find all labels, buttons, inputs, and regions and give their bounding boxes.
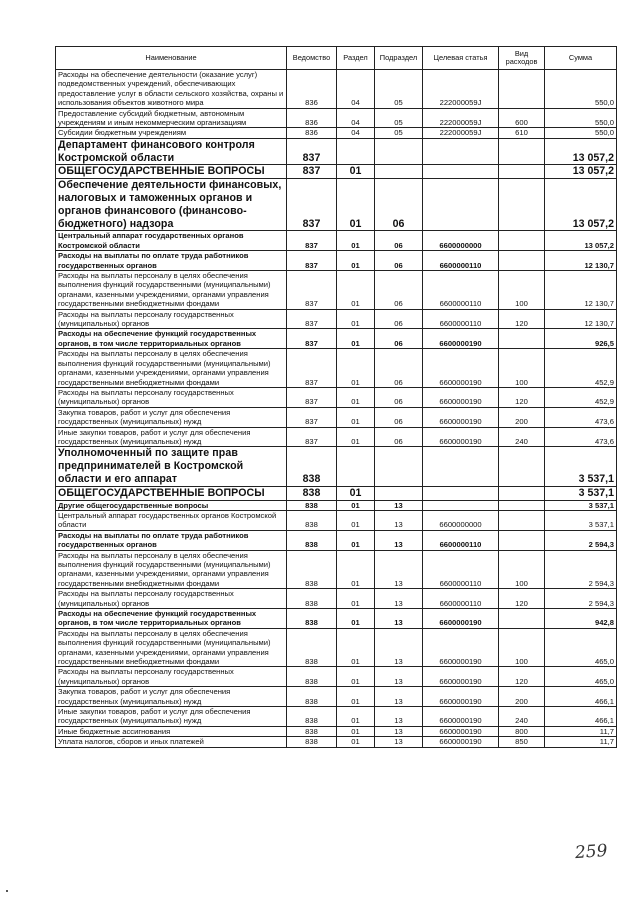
- cell-expense-type: 100: [499, 550, 545, 589]
- cell-name: Центральный аппарат государственных органов Костромской области: [56, 231, 287, 251]
- cell-razdel: 01: [337, 609, 375, 629]
- budget-table: [55, 46, 617, 748]
- cell-expense-type: [499, 329, 545, 349]
- table-row: [56, 407, 617, 427]
- cell-podrazdel: 13: [375, 550, 423, 589]
- cell-podrazdel: 13: [375, 726, 423, 736]
- cell-podrazdel: 06: [375, 349, 423, 388]
- cell-name: Расходы на обеспечение функций государственных органов, в том числе территориальных органов: [56, 329, 287, 349]
- cell-ved: 837: [287, 349, 337, 388]
- cell-target-article: 6600000110: [423, 309, 499, 329]
- table-row: [56, 108, 617, 128]
- cell-ved: 836: [287, 108, 337, 128]
- cell-ved: 837: [287, 407, 337, 427]
- cell-expense-type: 120: [499, 387, 545, 407]
- cell-name: Расходы на выплаты персоналу в целях обеспечения выполнения функций государственными (муниципальными) органами, казенными учреждениями, органами управления государственными внебюджетными фондами: [56, 271, 287, 310]
- cell-podrazdel: 13: [375, 500, 423, 510]
- cell-name: Центральный аппарат государственных органов Костромской области: [56, 510, 287, 530]
- table-row: [56, 687, 617, 707]
- table-header: [56, 47, 617, 70]
- table-row: [56, 349, 617, 388]
- cell-name: Предоставление субсидий бюджетным, автономным учреждениям и иным некоммерческим организациям: [56, 108, 287, 128]
- cell-name: Расходы на выплаты персоналу государственных (муниципальных) органов: [56, 387, 287, 407]
- cell-ved: 837: [287, 231, 337, 251]
- cell-name: Расходы на выплаты по оплате труда работников государственных органов: [56, 530, 287, 550]
- table-row: [56, 726, 617, 736]
- cell-sum: 13 057,2: [545, 165, 617, 179]
- cell-razdel: 01: [337, 309, 375, 329]
- cell-target-article: 6600000110: [423, 251, 499, 271]
- cell-ved: 837: [287, 138, 337, 165]
- cell-target-article: 6600000110: [423, 589, 499, 609]
- cell-name: Другие общегосударственные вопросы: [56, 500, 287, 510]
- cell-name: Департамент финансового контроля Костромской области: [56, 138, 287, 165]
- cell-name: Закупка товаров, работ и услуг для обеспечения государственных (муниципальных) нужд: [56, 687, 287, 707]
- cell-name: Расходы на выплаты персоналу в целях обеспечения выполнения функций государственными (муниципальными) органами, казенными учреждениями, органами управления государственными внебюджетными фондами: [56, 349, 287, 388]
- table-row: [56, 510, 617, 530]
- table-row: [56, 138, 617, 165]
- table-row: [56, 486, 617, 500]
- cell-podrazdel: 06: [375, 407, 423, 427]
- cell-expense-type: [499, 447, 545, 486]
- cell-ved: 837: [287, 329, 337, 349]
- cell-target-article: 6600000190: [423, 687, 499, 707]
- cell-target-article: 6600000000: [423, 231, 499, 251]
- cell-ved: 837: [287, 165, 337, 179]
- cell-name: Расходы на выплаты персоналу в целях обеспечения выполнения функций государственными (муниципальными) органами, казенными учреждениями, органами управления государственными внебюджетными фондами: [56, 628, 287, 667]
- cell-podrazdel: [375, 165, 423, 179]
- cell-podrazdel: 06: [375, 387, 423, 407]
- table-row: [56, 251, 617, 271]
- cell-name: Иные закупки товаров, работ и услуг для обеспечения государственных (муниципальных) нужд: [56, 707, 287, 727]
- cell-name: Расходы на обеспечение деятельности (оказание услуг) подведомственных учреждений, обеспечивающих предоставление услуг в области сельского хозяйства, охраны и использования объектов животного мира: [56, 70, 287, 109]
- cell-name: Обеспечение деятельности финансовых, налоговых и таможенных органов и органов финансового (финансово-бюджетного) надзора: [56, 179, 287, 231]
- table-row: [56, 628, 617, 667]
- cell-razdel: 01: [337, 349, 375, 388]
- cell-target-article: 6600000190: [423, 726, 499, 736]
- cell-sum: 942,8: [545, 609, 617, 629]
- table-row: [56, 589, 617, 609]
- table-row: [56, 231, 617, 251]
- cell-expense-type: [499, 70, 545, 109]
- cell-ved: 838: [287, 667, 337, 687]
- cell-sum: 12 130,7: [545, 251, 617, 271]
- cell-razdel: 01: [337, 500, 375, 510]
- table-row: [56, 447, 617, 486]
- cell-expense-type: [499, 530, 545, 550]
- cell-sum: 3 537,1: [545, 500, 617, 510]
- cell-razdel: 01: [337, 427, 375, 447]
- cell-target-article: 6600000190: [423, 628, 499, 667]
- cell-expense-type: 240: [499, 707, 545, 727]
- header-razdel: Раздел: [337, 47, 375, 70]
- page-number: 259: [574, 840, 609, 864]
- table-row: [56, 550, 617, 589]
- cell-razdel: 01: [337, 251, 375, 271]
- cell-expense-type: 200: [499, 687, 545, 707]
- cell-name: Расходы на выплаты персоналу государственных (муниципальных) органов: [56, 589, 287, 609]
- cell-expense-type: 600: [499, 108, 545, 128]
- cell-ved: 838: [287, 500, 337, 510]
- cell-expense-type: [499, 165, 545, 179]
- cell-razdel: 01: [337, 687, 375, 707]
- cell-sum: 926,5: [545, 329, 617, 349]
- cell-sum: 3 537,1: [545, 447, 617, 486]
- cell-sum: 13 057,2: [545, 138, 617, 165]
- cell-podrazdel: 13: [375, 589, 423, 609]
- cell-target-article: 6600000190: [423, 707, 499, 727]
- cell-name: Расходы на выплаты персоналу государственных (муниципальных) органов: [56, 667, 287, 687]
- cell-ved: 838: [287, 737, 337, 747]
- cell-ved: 838: [287, 687, 337, 707]
- cell-razdel: 01: [337, 271, 375, 310]
- cell-podrazdel: 13: [375, 707, 423, 727]
- cell-razdel: 04: [337, 108, 375, 128]
- cell-sum: 2 594,3: [545, 550, 617, 589]
- cell-sum: 465,0: [545, 628, 617, 667]
- cell-podrazdel: 05: [375, 128, 423, 138]
- cell-expense-type: 120: [499, 309, 545, 329]
- cell-ved: 836: [287, 128, 337, 138]
- cell-sum: 465,0: [545, 667, 617, 687]
- cell-sum: 550,0: [545, 70, 617, 109]
- cell-name: ОБЩЕГОСУДАРСТВЕННЫЕ ВОПРОСЫ: [56, 486, 287, 500]
- table-row: [56, 309, 617, 329]
- cell-razdel: 01: [337, 707, 375, 727]
- cell-podrazdel: [375, 138, 423, 165]
- cell-name: Расходы на выплаты по оплате труда работников государственных органов: [56, 251, 287, 271]
- cell-razdel: 01: [337, 387, 375, 407]
- cell-target-article: 6600000190: [423, 667, 499, 687]
- header-target-article: Целевая статья: [423, 47, 499, 70]
- cell-target-article: 6600000190: [423, 329, 499, 349]
- table-row: [56, 128, 617, 138]
- cell-sum: 550,0: [545, 108, 617, 128]
- cell-expense-type: [499, 510, 545, 530]
- cell-sum: 2 594,3: [545, 530, 617, 550]
- cell-expense-type: 610: [499, 128, 545, 138]
- table-row: [56, 737, 617, 747]
- cell-razdel: 01: [337, 589, 375, 609]
- table-row: [56, 427, 617, 447]
- cell-name: ОБЩЕГОСУДАРСТВЕННЫЕ ВОПРОСЫ: [56, 165, 287, 179]
- cell-podrazdel: 06: [375, 251, 423, 271]
- cell-podrazdel: [375, 447, 423, 486]
- cell-podrazdel: [375, 486, 423, 500]
- table-row: [56, 387, 617, 407]
- cell-podrazdel: 05: [375, 108, 423, 128]
- cell-razdel: 01: [337, 530, 375, 550]
- cell-razdel: 01: [337, 726, 375, 736]
- cell-target-article: 6600000110: [423, 530, 499, 550]
- header-ved: Ведомство: [287, 47, 337, 70]
- table-row: [56, 179, 617, 231]
- cell-razdel: 01: [337, 667, 375, 687]
- header-name: Наименование: [56, 47, 287, 70]
- cell-sum: 11,7: [545, 737, 617, 747]
- cell-name: Субсидии бюджетным учреждениям: [56, 128, 287, 138]
- cell-sum: 13 057,2: [545, 231, 617, 251]
- header-sum: Сумма: [545, 47, 617, 70]
- cell-name: Иные бюджетные ассигнования: [56, 726, 287, 736]
- table-row: [56, 271, 617, 310]
- cell-target-article: 6600000190: [423, 407, 499, 427]
- cell-razdel: 01: [337, 231, 375, 251]
- cell-podrazdel: 13: [375, 667, 423, 687]
- cell-target-article: 6600000190: [423, 737, 499, 747]
- cell-name: Уполномоченный по защите прав предпринимателей в Костромской области и его аппарат: [56, 447, 287, 486]
- cell-sum: 3 537,1: [545, 510, 617, 530]
- cell-razdel: 01: [337, 510, 375, 530]
- cell-name: Расходы на обеспечение функций государственных органов, в том числе территориальных органов: [56, 609, 287, 629]
- cell-expense-type: [499, 231, 545, 251]
- cell-name: Расходы на выплаты персоналу в целях обеспечения выполнения функций государственными (муниципальными) органами, казенными учреждениями, органами управления государственными внебюджетными фондами: [56, 550, 287, 589]
- cell-sum: 466,1: [545, 707, 617, 727]
- cell-podrazdel: 05: [375, 70, 423, 109]
- cell-ved: 838: [287, 707, 337, 727]
- cell-target-article: 6600000190: [423, 427, 499, 447]
- cell-razdel: [337, 447, 375, 486]
- cell-expense-type: 100: [499, 349, 545, 388]
- cell-razdel: 01: [337, 329, 375, 349]
- cell-podrazdel: 13: [375, 609, 423, 629]
- cell-expense-type: 800: [499, 726, 545, 736]
- cell-target-article: [423, 447, 499, 486]
- cell-podrazdel: 13: [375, 628, 423, 667]
- cell-podrazdel: 06: [375, 309, 423, 329]
- cell-razdel: 01: [337, 628, 375, 667]
- cell-razdel: 01: [337, 179, 375, 231]
- cell-sum: 550,0: [545, 128, 617, 138]
- cell-ved: 838: [287, 530, 337, 550]
- cell-sum: 452,9: [545, 349, 617, 388]
- table-row: [56, 70, 617, 109]
- cell-expense-type: 120: [499, 667, 545, 687]
- cell-podrazdel: 13: [375, 510, 423, 530]
- cell-expense-type: [499, 138, 545, 165]
- cell-expense-type: 100: [499, 628, 545, 667]
- header-expense-type: Вид расходов: [499, 47, 545, 70]
- cell-expense-type: 200: [499, 407, 545, 427]
- header-podrazdel: Подраздел: [375, 47, 423, 70]
- cell-podrazdel: 06: [375, 427, 423, 447]
- cell-sum: 13 057,2: [545, 179, 617, 231]
- cell-ved: 838: [287, 589, 337, 609]
- cell-razdel: 01: [337, 550, 375, 589]
- cell-razdel: 01: [337, 486, 375, 500]
- cell-razdel: 01: [337, 737, 375, 747]
- cell-target-article: [423, 138, 499, 165]
- table-row: [56, 707, 617, 727]
- cell-target-article: 6600000000: [423, 510, 499, 530]
- cell-sum: 466,1: [545, 687, 617, 707]
- cell-expense-type: 850: [499, 737, 545, 747]
- cell-podrazdel: 13: [375, 737, 423, 747]
- cell-target-article: 6600000110: [423, 271, 499, 310]
- cell-ved: 838: [287, 550, 337, 589]
- cell-ved: 838: [287, 447, 337, 486]
- cell-target-article: [423, 179, 499, 231]
- table-row: [56, 500, 617, 510]
- cell-ved: 837: [287, 271, 337, 310]
- cell-sum: 3 537,1: [545, 486, 617, 500]
- cell-ved: 837: [287, 179, 337, 231]
- cell-target-article: 222000059J: [423, 108, 499, 128]
- cell-razdel: [337, 138, 375, 165]
- cell-razdel: 04: [337, 70, 375, 109]
- cell-target-article: 222000059J: [423, 70, 499, 109]
- table-body: [56, 70, 617, 748]
- cell-expense-type: 120: [499, 589, 545, 609]
- cell-expense-type: [499, 609, 545, 629]
- cell-target-article: 6600000190: [423, 349, 499, 388]
- cell-ved: 838: [287, 628, 337, 667]
- cell-expense-type: [499, 500, 545, 510]
- cell-target-article: 6600000110: [423, 550, 499, 589]
- cell-ved: 838: [287, 486, 337, 500]
- cell-target-article: 222000059J: [423, 128, 499, 138]
- cell-podrazdel: 13: [375, 530, 423, 550]
- table-row: [56, 609, 617, 629]
- cell-expense-type: [499, 486, 545, 500]
- table-row: [56, 530, 617, 550]
- cell-name: Уплата налогов, сборов и иных платежей: [56, 737, 287, 747]
- cell-name: Расходы на выплаты персоналу государственных (муниципальных) органов: [56, 309, 287, 329]
- cell-name: Закупка товаров, работ и услуг для обеспечения государственных (муниципальных) нужд: [56, 407, 287, 427]
- cell-ved: 837: [287, 309, 337, 329]
- scan-speck: [6, 890, 8, 892]
- cell-podrazdel: 13: [375, 687, 423, 707]
- cell-sum: 473,6: [545, 407, 617, 427]
- cell-target-article: 6600000190: [423, 387, 499, 407]
- cell-ved: 838: [287, 609, 337, 629]
- cell-ved: 837: [287, 427, 337, 447]
- cell-razdel: 01: [337, 407, 375, 427]
- cell-ved: 837: [287, 387, 337, 407]
- cell-target-article: 6600000190: [423, 609, 499, 629]
- table-row: [56, 667, 617, 687]
- cell-name: Иные закупки товаров, работ и услуг для обеспечения государственных (муниципальных) нужд: [56, 427, 287, 447]
- cell-razdel: 01: [337, 165, 375, 179]
- cell-target-article: [423, 486, 499, 500]
- cell-expense-type: [499, 251, 545, 271]
- cell-expense-type: 240: [499, 427, 545, 447]
- cell-podrazdel: 06: [375, 179, 423, 231]
- cell-sum: 2 594,3: [545, 589, 617, 609]
- cell-ved: 837: [287, 251, 337, 271]
- cell-podrazdel: 06: [375, 231, 423, 251]
- cell-expense-type: 100: [499, 271, 545, 310]
- cell-target-article: [423, 165, 499, 179]
- cell-sum: 12 130,7: [545, 309, 617, 329]
- cell-ved: 836: [287, 70, 337, 109]
- table-row: [56, 165, 617, 179]
- cell-podrazdel: 06: [375, 271, 423, 310]
- cell-sum: 473,6: [545, 427, 617, 447]
- cell-expense-type: [499, 179, 545, 231]
- cell-razdel: 04: [337, 128, 375, 138]
- cell-target-article: [423, 500, 499, 510]
- cell-sum: 12 130,7: [545, 271, 617, 310]
- cell-ved: 838: [287, 726, 337, 736]
- cell-podrazdel: 06: [375, 329, 423, 349]
- cell-sum: 11,7: [545, 726, 617, 736]
- table-row: [56, 329, 617, 349]
- cell-ved: 838: [287, 510, 337, 530]
- cell-sum: 452,9: [545, 387, 617, 407]
